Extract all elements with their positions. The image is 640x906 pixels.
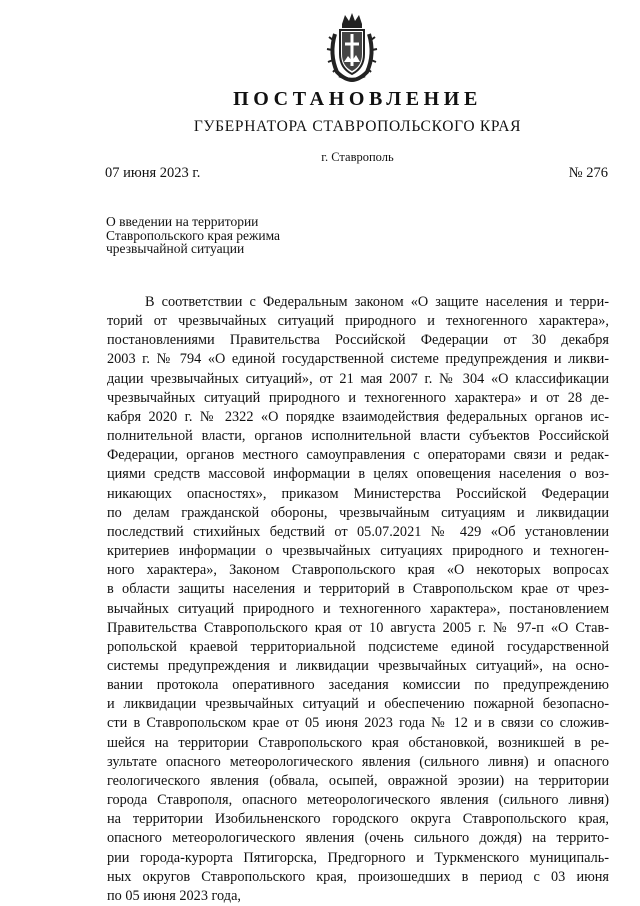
body-line: последствий стихийных бедствий от 05.07.2021 № 429 «Об установлении bbox=[107, 523, 609, 540]
document-date: 07 июня 2023 г. bbox=[105, 165, 201, 181]
document-type-title: ПОСТАНОВЛЕНИЕ bbox=[233, 88, 482, 110]
body-line: чрезвычайных ситуаций природного и техногенного характера» и от 28 де- bbox=[107, 389, 609, 406]
body-line: дации чрезвычайных ситуаций», от 21 мая 2007 г. № 304 «О классификации bbox=[107, 370, 609, 387]
body-line: циями средств массовой информации в целях оповещения населения о воз- bbox=[107, 466, 609, 483]
body-line: системы предупреждения и ликвидации чрезвычайных ситуаций», на осно- bbox=[107, 657, 609, 674]
city-label: г. Ставрополь bbox=[321, 150, 394, 164]
body-line: кабря 2020 г. № 2322 «О порядке взаимодействия федеральных органов ис- bbox=[107, 408, 609, 425]
subject-line: О введении на территории bbox=[106, 214, 259, 229]
body-line: вычайных ситуаций природного и техногенного характера», постановлением bbox=[107, 600, 609, 617]
body-line: 2003 г. № 794 «О единой государственной системе предупреждения и ликви- bbox=[107, 351, 609, 368]
body-line: города Ставрополя, опасного метеорологического явления (сильного ливня) bbox=[107, 792, 609, 809]
body-line: и ликвидации чрезвычайных ситуаций и обеспечению пожарной безопасно- bbox=[107, 696, 609, 713]
body-line: по 05 июня 2023 года, bbox=[107, 887, 241, 904]
document-subject bbox=[106, 215, 366, 256]
body-line: критериев информации о чрезвычайных ситуациях природного и техноген- bbox=[107, 543, 609, 560]
body-line: в области защиты населения и территорий в Ставропольском крае от чрез- bbox=[107, 581, 609, 598]
body-line: геологического явления (обвала, осыпей, овражной эрозии) на территории bbox=[107, 772, 609, 789]
body-line: по делам гражданской обороны, чрезвычайным ситуациям и ликвидации bbox=[107, 504, 609, 521]
body-line: шейся на территории Ставропольского края обстановкой, возникшей в ре- bbox=[107, 734, 609, 751]
body-line: на территории Изобильненского городского округа Ставропольского края, bbox=[107, 811, 609, 828]
body-line: В соответствии с Федеральным законом «О защите населения и терри- bbox=[145, 294, 609, 310]
body-line: рии города-курорта Пятигорска, Предгорного и Туркменского муниципаль- bbox=[107, 849, 609, 866]
body-line: ных округов Ставропольского края, произошедших в период с 03 июня bbox=[107, 868, 609, 885]
subject-line: Ставропольского края режима bbox=[106, 227, 281, 243]
body-line: ропольской краевой территориальной подсистеме единой государственной bbox=[107, 638, 609, 655]
body-line: постановлениями Правительства Российской Федерации от 30 декабря bbox=[107, 332, 609, 349]
document-body bbox=[107, 293, 609, 906]
body-line: ного характера», Законом Ставропольского края «О некоторых вопросах bbox=[107, 562, 609, 579]
body-line: опасного метеорологического явления (очень сильного дождя) на террито- bbox=[107, 830, 609, 847]
body-line: торий от чрезвычайных ситуаций природного и техногенного характера», bbox=[107, 313, 609, 330]
body-line: Правительства Ставропольского края от 10 августа 2005 г. № 97-п «О Став- bbox=[107, 619, 609, 636]
body-line: вании протокола оперативного заседания комиссии по предупреждению bbox=[107, 677, 609, 694]
coat-of-arms-icon bbox=[325, 10, 379, 82]
subject-line: чрезвычайной ситуации bbox=[106, 241, 245, 256]
body-line: никающих опасностях», приказом Министерства Российской Федерации bbox=[107, 485, 609, 502]
document-number: № 276 bbox=[568, 165, 608, 181]
body-line: Федерации, органов местного самоуправления с операторами связи и редак- bbox=[107, 447, 609, 464]
body-line: полнительной власти, органов исполнительной власти субъектов Российской bbox=[107, 428, 609, 445]
issuer-title: ГУБЕРНАТОРА СТАВРОПОЛЬСКОГО КРАЯ bbox=[193, 118, 522, 135]
body-line: сти в Ставропольском крае от 05 июня 2023 года № 12 и в связи со сложив- bbox=[107, 715, 609, 732]
body-line: зультате опасного метеорологического явления (сильного ливня) и опасного bbox=[107, 753, 609, 770]
